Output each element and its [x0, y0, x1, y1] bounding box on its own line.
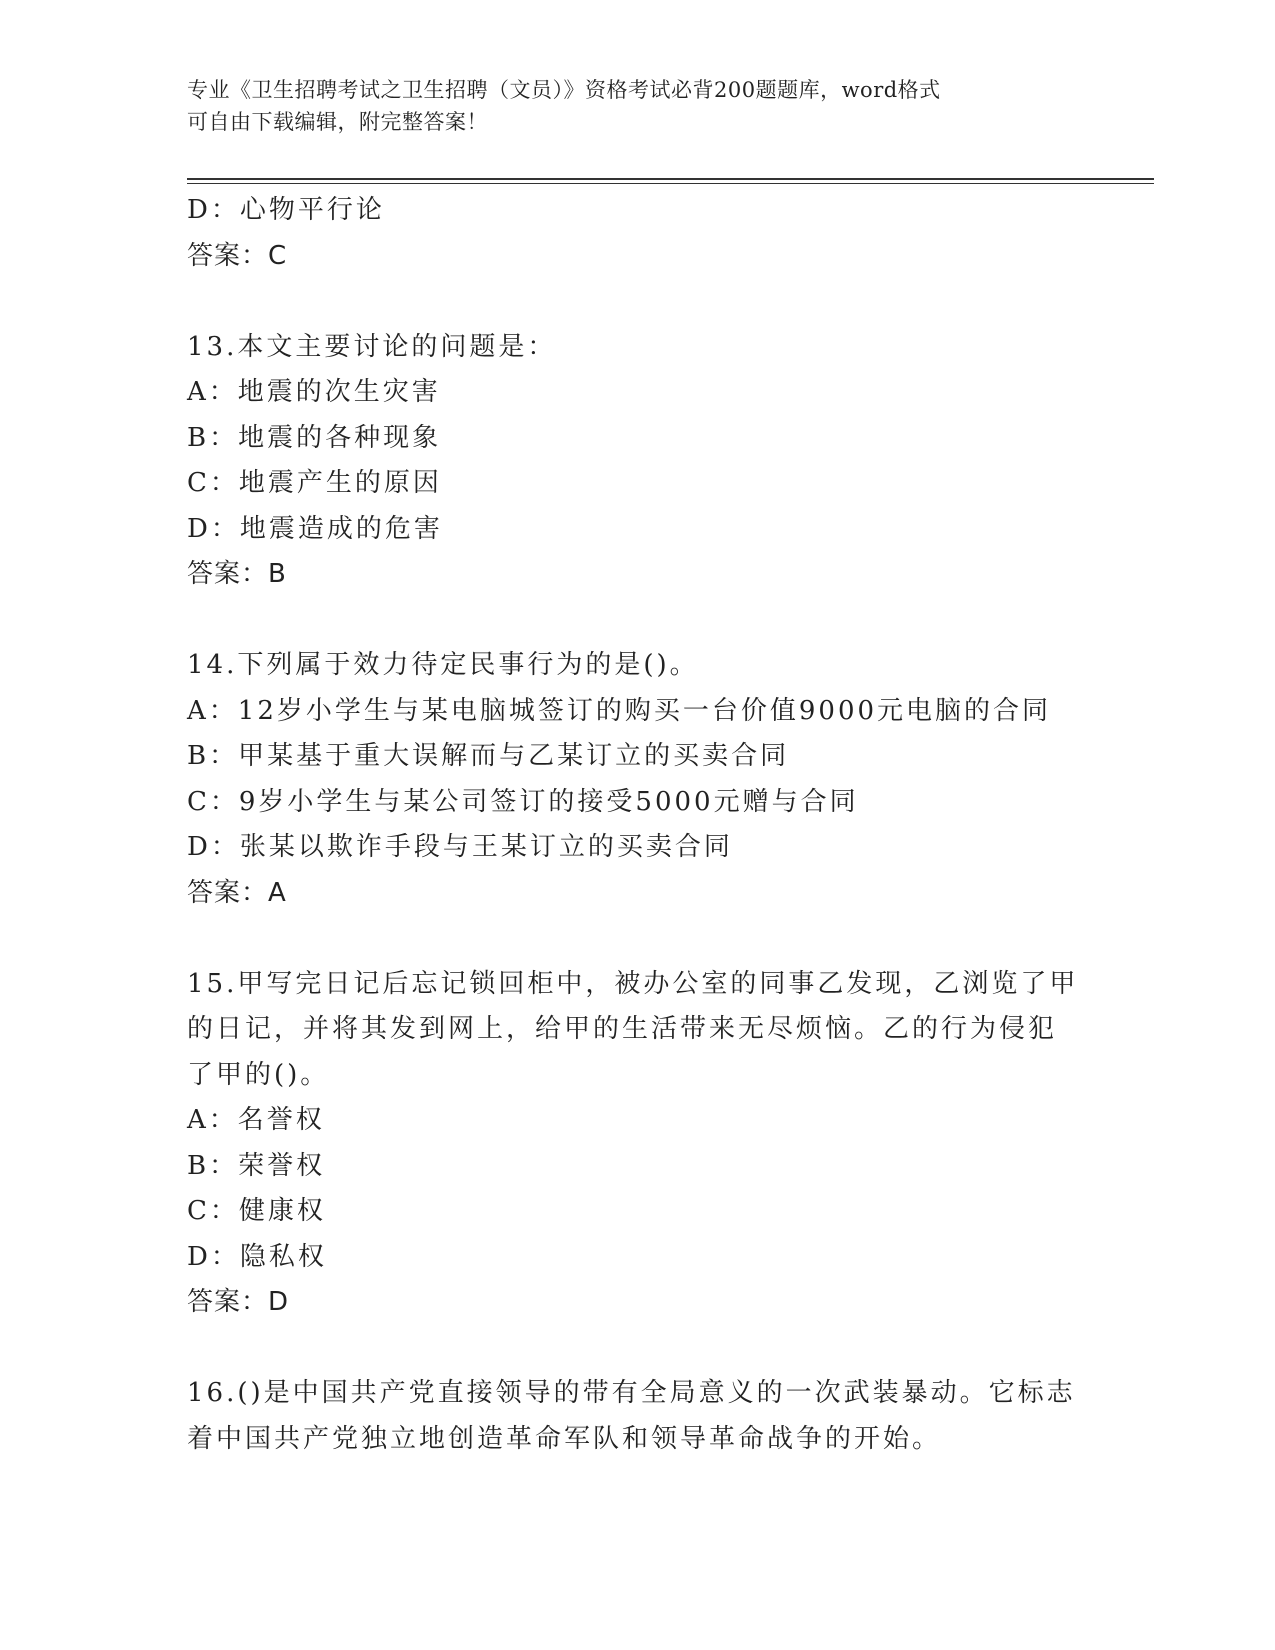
option-c: C：地震产生的原因	[187, 468, 442, 498]
question-block-13	[187, 325, 1087, 598]
option-a: A：12岁小学生与某电脑城签订的购买一台价值9000元电脑的合同	[187, 695, 1052, 726]
question-stem-line-1: 16.()是中国共产党直接领导的带有全局意义的一次武装暴动。它标志	[187, 1378, 1076, 1408]
question-list	[187, 188, 1087, 1462]
option-b: B：甲某基于重大误解而与乙某订立的买卖合同	[187, 741, 790, 771]
question-stem-line-2: 着中国共产党独立地创造革命军队和领导革命战争的开始。	[187, 1423, 942, 1454]
option-d: D：心物平行论	[187, 195, 385, 225]
spacer	[187, 1326, 1087, 1372]
question-block-14	[187, 643, 1087, 916]
question-stem: 14.下列属于效力待定民事行为的是()。	[187, 650, 699, 680]
answer-line: 答案：B	[187, 559, 287, 589]
option-b: B：地震的各种现象	[187, 422, 442, 453]
spacer	[187, 279, 1087, 325]
question-stem-line-3: 了甲的()。	[187, 1059, 330, 1090]
spacer	[187, 916, 1087, 962]
option-d: D：张某以欺诈手段与王某订立的买卖合同	[187, 832, 733, 862]
question-stem-line-2: 的日记，并将其发到网上，给甲的生活带来无尽烦恼。乙的行为侵犯	[187, 1014, 1058, 1044]
option-a: A：名誉权	[187, 1105, 325, 1135]
question-stem-line-1: 15.甲写完日记后忘记锁回柜中，被办公室的同事乙发现，乙浏览了甲	[187, 968, 1079, 999]
header-title-line-1: 专业《卫生招聘考试之卫生招聘（文员）》资格考试必背200题题库，word格式	[187, 78, 941, 102]
option-c: C：9岁小学生与某公司签订的接受5000元赠与合同	[187, 786, 859, 817]
spacer	[187, 598, 1087, 644]
question-block-16	[187, 1371, 1087, 1462]
option-c: C：健康权	[187, 1196, 326, 1226]
header-title-line-2: 可自由下载编辑，附完整答案！	[187, 110, 488, 134]
option-d: D：地震造成的危害	[187, 513, 443, 544]
question-stem: 13.本文主要讨论的问题是：	[187, 331, 557, 362]
question-block-12-tail	[187, 188, 1087, 279]
option-b: B：荣誉权	[187, 1150, 326, 1181]
option-d: D：隐私权	[187, 1241, 327, 1272]
header-rule-thin	[187, 183, 1154, 184]
page-header	[187, 74, 1067, 138]
answer-line: 答案：C	[187, 240, 288, 271]
answer-line: 答案：D	[187, 1287, 290, 1317]
answer-line: 答案：A	[187, 877, 287, 908]
question-block-15	[187, 962, 1087, 1326]
option-a: A：地震的次生灾害	[187, 377, 441, 407]
header-rule-thick	[187, 178, 1154, 180]
